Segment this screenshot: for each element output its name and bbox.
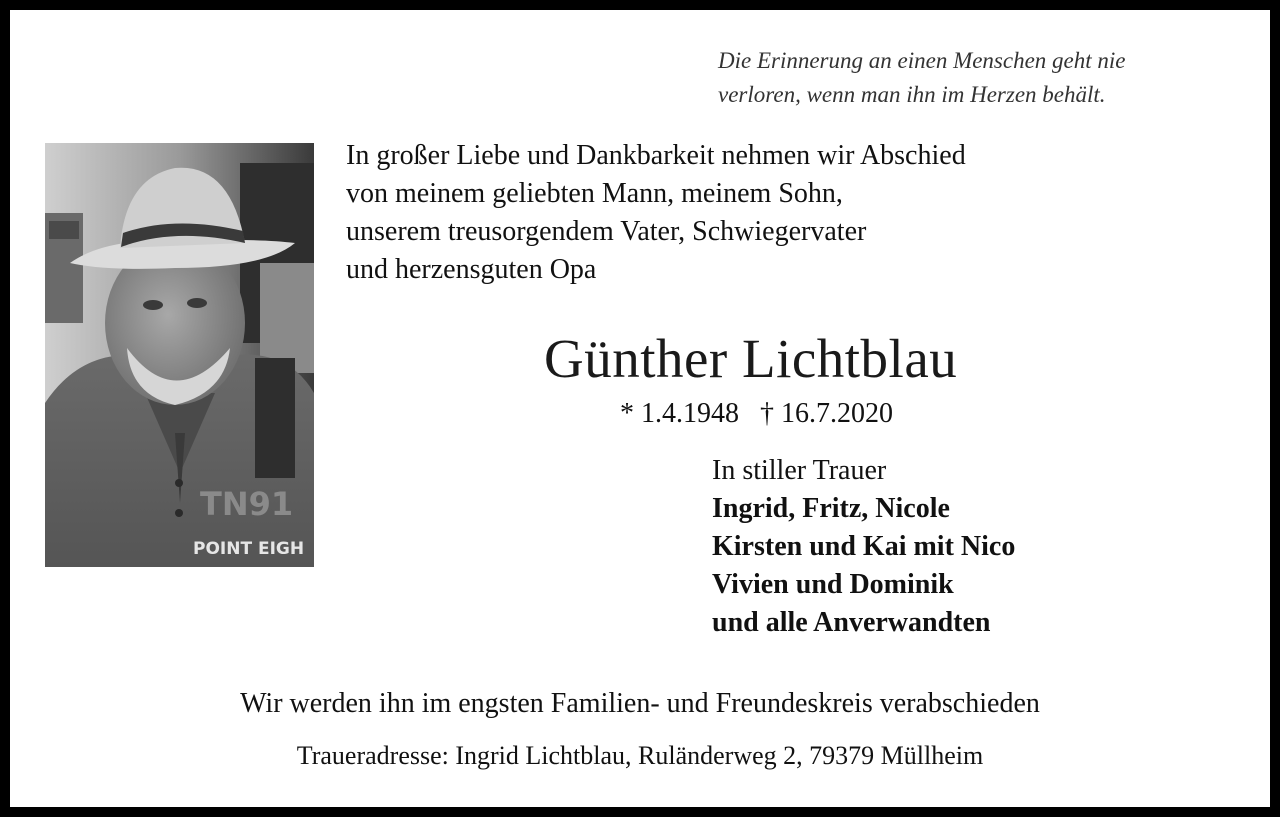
mourners-block bbox=[712, 452, 1232, 642]
deceased-name: Günther Lichtblau bbox=[544, 328, 958, 389]
farewell-intro bbox=[346, 137, 1146, 289]
mourner-entry: Vivien und Dominik bbox=[712, 569, 954, 600]
intro-line: In großer Liebe und Dankbarkeit nehmen wir Abschied bbox=[346, 140, 966, 171]
life-dates: * 1.4.1948 † 16.7.2020 bbox=[620, 398, 893, 429]
quote-line-2: verloren, wenn man ihn im Herzen behält. bbox=[718, 82, 1106, 107]
shirt-print-small: POINT EIGH bbox=[193, 539, 305, 559]
intro-line: von meinem geliebten Mann, meinem Sohn, bbox=[346, 178, 843, 209]
mourners-label: In stiller Trauer bbox=[712, 455, 887, 486]
mourner-entry: Ingrid, Fritz, Nicole bbox=[712, 493, 950, 524]
quote-line-1: Die Erinnerung an einen Menschen geht nie bbox=[718, 48, 1126, 73]
portrait-photo bbox=[45, 143, 314, 567]
mourning-address: Traueradresse: Ingrid Lichtblau, Ruländerweg 2, 79379 Müllheim bbox=[296, 741, 984, 770]
shirt-print-large: TN91 bbox=[200, 485, 294, 523]
mourner-entry: Kirsten und Kai mit Nico bbox=[712, 531, 1016, 562]
intro-line: und herzensguten Opa bbox=[346, 254, 597, 285]
intro-line: unserem treusorgendem Vater, Schwiegervater bbox=[346, 216, 867, 247]
mourners-list bbox=[712, 490, 1232, 642]
memorial-quote bbox=[718, 44, 1258, 112]
mourner-entry: und alle Anverwandten bbox=[712, 607, 991, 638]
farewell-note: Wir werden ihn im engsten Familien- und Freundeskreis verabschieden bbox=[240, 688, 1040, 719]
